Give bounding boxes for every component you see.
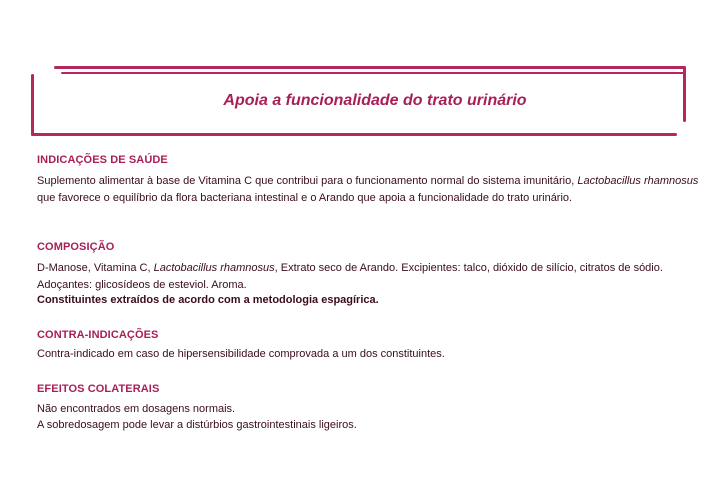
composicao-line-1-text-b: , Extrato seco de Arando. Excipientes: talco, dióxido de silício, citratos de sódio. [274, 262, 663, 274]
efeitos-heading: EFEITOS COLATERAIS [37, 383, 160, 395]
frame-bottom-line [31, 133, 677, 136]
efeitos-line-2: A sobredosagem pode levar a distúrbios gastrointestinais ligeiros. [37, 419, 357, 431]
contra-heading: CONTRA-INDICAÇÕES [37, 329, 159, 341]
indicacoes-heading: INDICAÇÕES DE SAÚDE [37, 154, 168, 166]
composicao-line-2: Adoçantes: glicosídeos de esteviol. Aroma. [37, 279, 247, 291]
frame-top-line [54, 66, 686, 69]
indicacoes-line-1-italic: Lactobacillus rhamnosus [577, 175, 699, 187]
page-title: Apoia a funcionalidade do trato urinário [223, 92, 527, 109]
composicao-line-1 [37, 262, 663, 274]
frame-top-inner-line [61, 72, 686, 74]
composicao-heading: COMPOSIÇÃO [37, 241, 115, 253]
composicao-line-1-text-a: D-Manose, Vitamina C, [37, 262, 154, 274]
indicacoes-line-2: que favorece o equilíbrio da flora bacteriana intestinal e o Arando que apoia a funcionalidade do trato urinário. [37, 192, 573, 204]
indicacoes-line-1-text: Suplemento alimentar à base de Vitamina C que contribui para o funcionamento normal do sistema imunitário, [37, 175, 578, 187]
composicao-line-1-italic: Lactobacillus rhamnosus [153, 262, 275, 274]
efeitos-line-1: Não encontrados em dosagens normais. [37, 403, 236, 415]
indicacoes-line-1 [37, 175, 698, 187]
composicao-line-3: Constituintes extraídos de acordo com a metodologia espagírica. [37, 294, 379, 306]
contra-line-1: Contra-indicado em caso de hipersensibilidade comprovada a um dos constituintes. [37, 348, 445, 360]
